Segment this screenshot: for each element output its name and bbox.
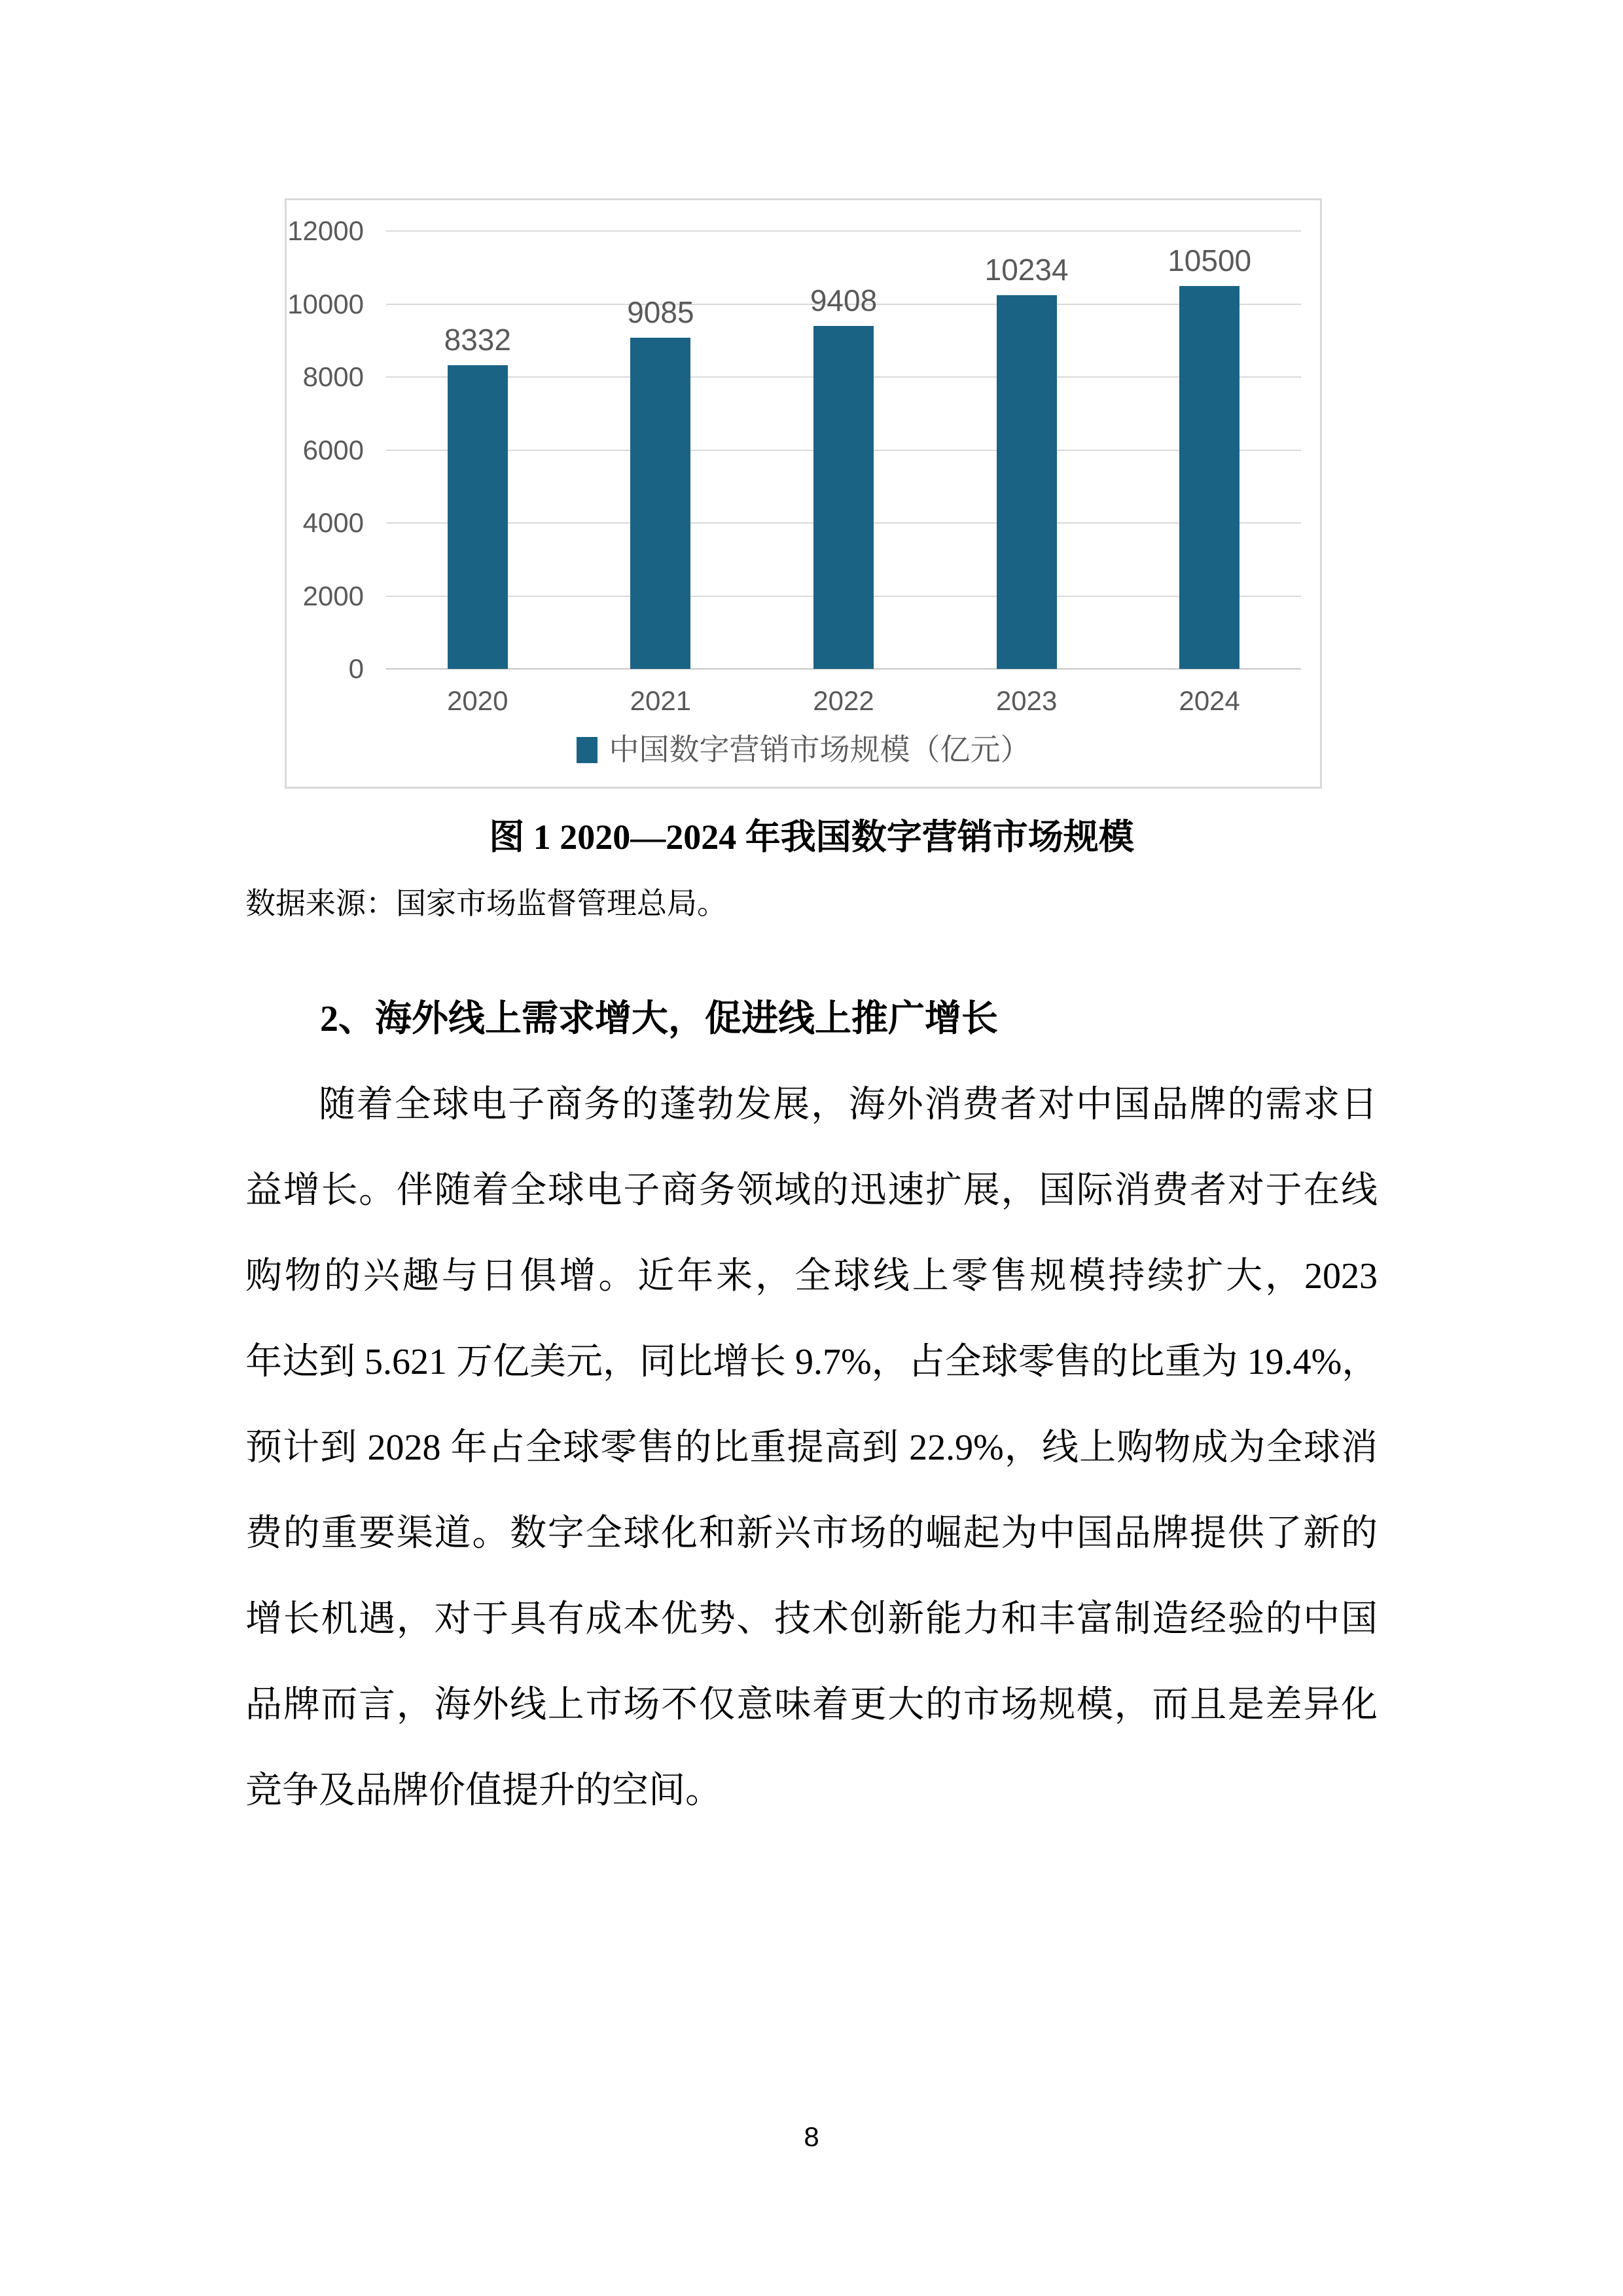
paragraph-line: 购物的兴趣与日俱增。近年来，全球线上零售规模持续扩大，2023 <box>245 1256 1378 1297</box>
paragraph-line: 益增长。伴随着全球电子商务领域的迅速扩展，国际消费者对于在线 <box>245 1170 1378 1211</box>
body-paragraph <box>245 1062 1378 1834</box>
paragraph-line: 预计到 2028 年占全球零售的比重提高到 22.9%，线上购物成为全球消 <box>245 1427 1378 1468</box>
bar-2022 <box>813 326 874 669</box>
legend-swatch-icon <box>577 737 597 763</box>
legend-label: 中国数字营销市场规模（亿元） <box>609 732 1031 766</box>
paragraph-line: 增长机遇，对于具有成本优势、技术创新能力和丰富制造经验的中国 <box>245 1599 1378 1640</box>
x-tick-label: 2024 <box>1179 685 1240 716</box>
x-tick-label: 2020 <box>447 685 508 716</box>
y-tick-label: 10000 <box>287 288 364 319</box>
bar-2023 <box>997 295 1057 669</box>
x-tick-label: 2023 <box>995 685 1058 716</box>
y-tick-label: 8000 <box>302 361 364 392</box>
paragraph-line: 年达到 5.621 万亿美元，同比增长 9.7%，占全球零售的比重为 19.4%， <box>245 1342 1379 1382</box>
bar-value-label: 9085 <box>627 295 694 329</box>
bar-value-label: 8332 <box>444 322 511 357</box>
bar-value-label: 10234 <box>984 253 1069 287</box>
y-tick-label: 2000 <box>302 580 364 611</box>
y-tick-label: 0 <box>348 653 364 684</box>
gridline <box>386 230 1301 232</box>
chart-plot <box>287 215 1301 716</box>
paragraph-line: 随着全球电子商务的蓬勃发展，海外消费者对中国品牌的需求日 <box>319 1085 1378 1125</box>
x-tick-label: 2022 <box>813 685 874 716</box>
y-tick-label: 4000 <box>302 507 364 538</box>
bar-2021 <box>630 338 690 669</box>
bar-value-label: 9408 <box>810 283 878 317</box>
bar-2024 <box>1179 286 1240 669</box>
page-number: 8 <box>804 2121 819 2152</box>
y-tick-label: 12000 <box>287 215 364 246</box>
paragraph-line: 费的重要渠道。数字全球化和新兴市场的崛起为中国品牌提供了新的 <box>245 1513 1378 1554</box>
paragraph-line: 品牌而言，海外线上市场不仅意味着更大的市场规模，而且是差异化 <box>245 1685 1378 1725</box>
bar-2020 <box>448 365 508 670</box>
bar-value-label: 10500 <box>1168 243 1252 278</box>
figure-caption: 图 1 2020—2024 年我国数字营销市场规模 <box>489 817 1134 857</box>
figure-chart-panel <box>285 198 1322 789</box>
chart-legend <box>287 732 1320 768</box>
paragraph-line: 竞争及品牌价值提升的空间。 <box>245 1770 722 1811</box>
y-tick-label: 6000 <box>302 434 364 465</box>
section-heading: 2、海外线上需求增大，促进线上推广增长 <box>320 999 998 1039</box>
x-tick-label: 2021 <box>630 685 692 716</box>
figure-source: 数据来源：国家市场监督管理总局。 <box>245 887 727 920</box>
